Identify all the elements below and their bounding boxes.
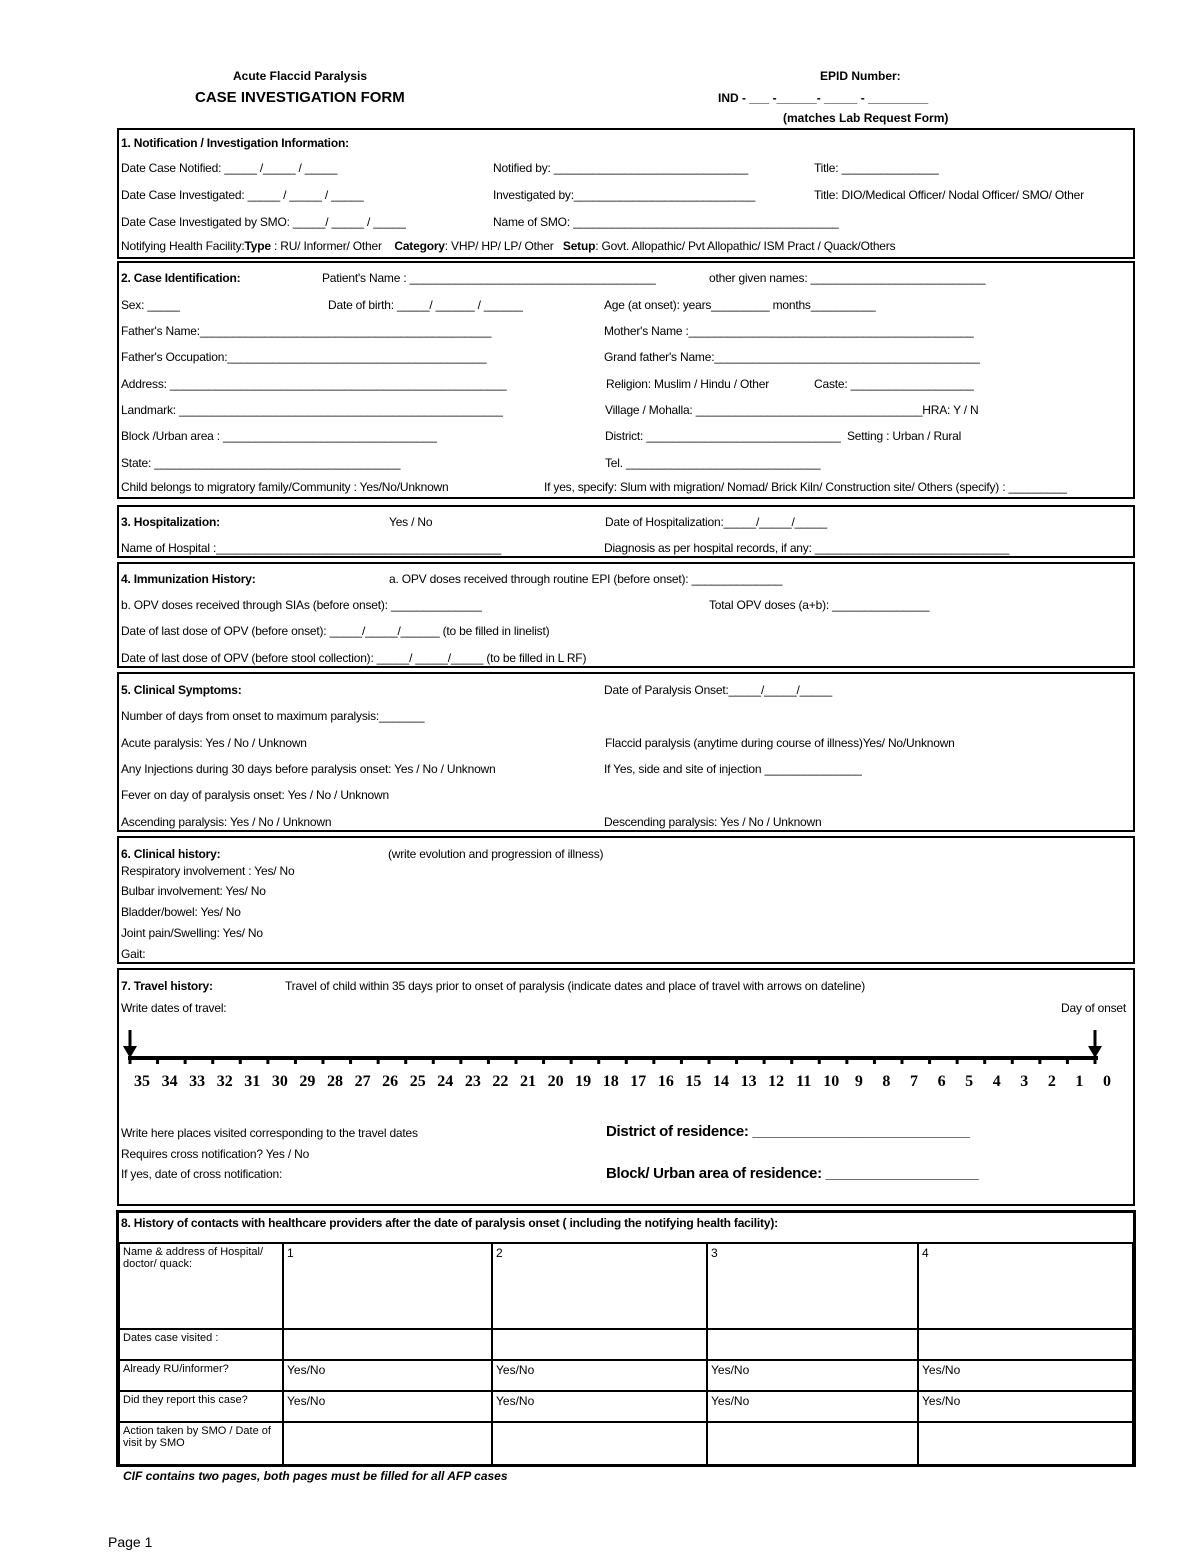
col-4-header[interactable]: 4 — [918, 1243, 1133, 1329]
travel-dateline[interactable] — [118, 1018, 1134, 1098]
page-number: Page 1 — [108, 1534, 153, 1550]
dates-cell-3[interactable] — [707, 1329, 918, 1360]
dateline-day-label: 3 — [1020, 1073, 1029, 1090]
epid-label: EPID Number: — [820, 69, 901, 83]
form-title: CASE INVESTIGATION FORM — [195, 89, 405, 106]
dateline-day-label: 33 — [189, 1073, 206, 1090]
col-2-header[interactable]: 2 — [492, 1243, 707, 1329]
dates-cell-4[interactable] — [918, 1329, 1133, 1360]
health-facility-label: Notifying Health Facility: — [121, 239, 245, 253]
age-field[interactable]: Age (at onset): years_________ months__________ — [604, 298, 876, 312]
days-to-max-paralysis-field[interactable]: Number of days from onset to maximum paralysis:_______ — [121, 709, 425, 723]
category-label: Category — [394, 239, 445, 253]
section-8-heading: 8. History of contacts with healthcare providers after the date of paralysis onset ( including the notifying health facility): — [121, 1216, 778, 1230]
dateline-day-label: 13 — [740, 1073, 757, 1090]
injections-options[interactable]: Any Injections during 30 days before paralysis onset: Yes / No / Unknown — [121, 762, 496, 776]
dateline-day-label: 23 — [464, 1073, 481, 1090]
section-5-heading: 5. Clinical Symptoms: — [121, 683, 242, 697]
dateline-day-label: 5 — [965, 1073, 974, 1090]
ru-cell-3[interactable]: Yes/No — [707, 1360, 918, 1391]
dateline-day-label: 7 — [910, 1073, 918, 1090]
religion-options[interactable]: Religion: Muslim / Hindu / Other — [606, 377, 769, 391]
paralysis-onset-date-field[interactable]: Date of Paralysis Onset:_____/_____/_____ — [604, 683, 832, 697]
dateline-day-label: 20 — [547, 1073, 564, 1090]
district-of-residence-field[interactable]: District of residence: ___________________________ — [606, 1123, 970, 1140]
table-row — [119, 1243, 1133, 1329]
section-7-heading: 7. Travel history: — [121, 979, 213, 993]
landmark-field[interactable]: Landmark: __________________________________________________ — [121, 403, 503, 417]
dateline-day-label: 30 — [271, 1073, 288, 1090]
setup-label: Setup — [562, 239, 596, 253]
dob-field[interactable]: Date of birth: _____/ ______ / ______ — [328, 298, 523, 312]
ascending-paralysis-options[interactable]: Ascending paralysis: Yes / No / Unknown — [121, 815, 332, 829]
district-field[interactable]: District: ______________________________ — [605, 429, 841, 443]
tel-field[interactable]: Tel. ______________________________ — [605, 456, 821, 470]
date-investigated-smo-field[interactable]: Date Case Investigated by SMO: _____/ _____ / _____ — [121, 215, 406, 229]
village-field[interactable]: Village / Mohalla: ___________________________________HRA: Y / N — [605, 403, 979, 417]
hospitalization-yesno[interactable]: Yes / No — [389, 515, 433, 529]
opv-sia-field[interactable]: b. OPV doses received through SIAs (before onset): ______________ — [121, 598, 482, 612]
dateline-day-label: 28 — [327, 1073, 343, 1090]
places-visited-label: Write here places visited corresponding to the travel dates — [121, 1126, 418, 1140]
date-case-investigated-field[interactable]: Date Case Investigated: _____ / _____ / _____ — [121, 188, 364, 202]
report-cell-2[interactable]: Yes/No — [492, 1391, 707, 1422]
address-field[interactable]: Address: ____________________________________________________ — [121, 377, 507, 391]
dateline-day-label: 4 — [992, 1073, 1001, 1090]
epid-note: (matches Lab Request Form) — [783, 111, 949, 125]
footer-note: CIF contains two pages, both pages must be filled for all AFP cases — [123, 1469, 508, 1483]
section-3-heading: 3. Hospitalization: — [121, 515, 220, 529]
report-cell-1[interactable]: Yes/No — [283, 1391, 492, 1422]
dateline-day-label: 11 — [796, 1073, 812, 1090]
right-arrow-icon — [1088, 1030, 1102, 1058]
hospitalization-date-field[interactable]: Date of Hospitalization:_____/_____/_____ — [605, 515, 827, 529]
other-names-field[interactable]: other given names: ___________________________ — [709, 271, 986, 285]
report-cell-3[interactable]: Yes/No — [707, 1391, 918, 1422]
hospital-name-field[interactable]: Name of Hospital :____________________________________________ — [121, 541, 501, 555]
clinical-history-note: (write evolution and progression of illness) — [388, 847, 604, 861]
ru-cell-2[interactable]: Yes/No — [492, 1360, 707, 1391]
dateline-day-label: 10 — [823, 1073, 840, 1090]
section-6-heading: 6. Clinical history: — [121, 847, 221, 861]
dateline-day-label: 19 — [575, 1073, 592, 1090]
last-opv-onset-field[interactable]: Date of last dose of OPV (before onset): _____/_____/______ (to be filled in linelist) — [121, 624, 550, 638]
investigated-by-field[interactable]: Investigated by:____________________________ — [493, 188, 756, 202]
father-name-field[interactable]: Father's Name:_____________________________________________ — [121, 324, 492, 338]
gait-field[interactable]: Gait: — [121, 947, 146, 961]
setting-options[interactable]: Setting : Urban / Rural — [847, 429, 962, 443]
col-3-header[interactable]: 3 — [707, 1243, 918, 1329]
report-cell-4[interactable]: Yes/No — [918, 1391, 1133, 1422]
dateline-day-label: 2 — [1047, 1073, 1056, 1090]
father-occupation-field[interactable]: Father's Occupation:________________________________________ — [121, 350, 487, 364]
fever-options[interactable]: Fever on day of paralysis onset: Yes / No / Unknown — [121, 788, 389, 802]
ru-cell-1[interactable]: Yes/No — [283, 1360, 492, 1391]
contacts-table — [118, 1242, 1134, 1467]
setup-options[interactable]: : Govt. Allopathic/ Pvt Allopathic/ ISM Pract / Quack/Others — [595, 239, 896, 253]
dateline-day-label: 9 — [854, 1073, 863, 1090]
last-opv-stool-field[interactable]: Date of last dose of OPV (before stool collection): _____/ _____/_____ (to be filled in L RF) — [121, 651, 587, 665]
action-cell-3[interactable] — [707, 1422, 918, 1466]
dateline-day-label: 12 — [768, 1073, 785, 1090]
type-label: Type — [244, 239, 271, 253]
epid-number-field[interactable]: IND - ___ -______- _____ - _________ — [718, 91, 929, 105]
cross-notification-date-field[interactable]: If yes, date of cross notification: — [121, 1167, 283, 1181]
bladder-bowel-options[interactable]: Bladder/bowel: Yes/ No — [121, 905, 241, 919]
row-label-ru: Already RU/informer? — [119, 1360, 283, 1391]
patient-name-field[interactable]: Patient's Name : ______________________________________ — [322, 271, 656, 285]
row-label-name: Name & address of Hospital/ doctor/ quack: — [119, 1243, 283, 1329]
cross-notification-options[interactable]: Requires cross notification? Yes / No — [121, 1147, 310, 1161]
injection-site-field[interactable]: If Yes, side and site of injection _______________ — [604, 762, 862, 776]
ru-cell-4[interactable]: Yes/No — [918, 1360, 1133, 1391]
dateline-day-label: 27 — [354, 1073, 371, 1090]
dateline-day-label: 15 — [685, 1073, 702, 1090]
block-urban-field[interactable]: Block /Urban area : _________________________________ — [121, 429, 437, 443]
mother-name-field[interactable]: Mother's Name :____________________________________________ — [604, 324, 974, 338]
dateline-day-label: 21 — [520, 1073, 536, 1090]
dateline-day-label: 25 — [409, 1073, 426, 1090]
notifier-title-field[interactable]: Title: _______________ — [814, 161, 939, 175]
dateline-day-label: 1 — [1075, 1073, 1084, 1090]
flaccid-paralysis-options[interactable]: Flaccid paralysis (anytime during course of illness)Yes/ No/Unknown — [605, 736, 955, 750]
dateline-day-label: 35 — [134, 1073, 150, 1090]
investigator-title-field[interactable]: Title: DIO/Medical Officer/ Nodal Officer/ SMO/ Other — [814, 188, 1084, 202]
dateline-day-label: 34 — [161, 1073, 178, 1090]
section-4-heading: 4. Immunization History: — [121, 572, 256, 586]
section-1-heading: 1. Notification / Investigation Information: — [121, 136, 349, 150]
write-dates-label: Write dates of travel: — [121, 1001, 227, 1015]
dateline-day-label: 29 — [299, 1073, 316, 1090]
migratory-family-options[interactable]: Child belongs to migratory family/Community : Yes/No/Unknown — [121, 480, 449, 494]
section-clinical-history — [117, 836, 1135, 964]
block-of-residence-field[interactable]: Block/ Urban area of residence: ___________________ — [606, 1165, 979, 1182]
migratory-specify-field[interactable]: If yes, specify: Slum with migration/ Nomad/ Brick Kiln/ Construction site/ Others (specify) : _________ — [544, 480, 1067, 494]
dateline-day-label: 31 — [244, 1073, 261, 1090]
category-options[interactable]: : VHP/ HP/ LP/ Other — [444, 239, 554, 253]
action-cell-1[interactable] — [283, 1422, 492, 1466]
dateline-day-label: 8 — [882, 1073, 891, 1090]
grandfather-name-field[interactable]: Grand father's Name:_________________________________________ — [604, 350, 980, 364]
dates-cell-2[interactable] — [492, 1329, 707, 1360]
table-row — [119, 1422, 1133, 1466]
row-label-dates: Dates case visited : — [119, 1329, 283, 1360]
smo-name-field[interactable]: Name of SMO: _________________________________________ — [493, 215, 839, 229]
dateline-day-label: 6 — [937, 1073, 946, 1090]
date-case-notified-field[interactable]: Date Case Notified: _____ /_____ / _____ — [121, 161, 338, 175]
dateline-day-label: 18 — [602, 1073, 619, 1090]
acute-paralysis-options[interactable]: Acute paralysis: Yes / No / Unknown — [121, 736, 307, 750]
form-subtitle: Acute Flaccid Paralysis — [233, 69, 368, 83]
sex-field[interactable]: Sex: _____ — [121, 298, 180, 312]
table-row — [119, 1391, 1133, 1422]
table-row — [119, 1360, 1133, 1391]
health-facility-line[interactable] — [121, 239, 895, 253]
table-row — [119, 1329, 1133, 1360]
section-2-heading: 2. Case Identification: — [121, 271, 241, 285]
row-label-report: Did they report this case? — [119, 1391, 283, 1422]
diagnosis-field[interactable]: Diagnosis as per hospital records, if any: ______________________________ — [604, 541, 1010, 555]
day-of-onset-label: Day of onset — [1061, 1001, 1126, 1015]
dateline-day-label: 16 — [657, 1073, 674, 1090]
dateline-day-label: 14 — [713, 1073, 729, 1090]
dateline-day-label: 17 — [630, 1073, 647, 1090]
col-1-header[interactable]: 1 — [283, 1243, 492, 1329]
action-cell-4[interactable] — [918, 1422, 1133, 1466]
dateline-day-label: 24 — [437, 1073, 454, 1090]
left-arrow-icon — [123, 1030, 137, 1058]
travel-description: Travel of child within 35 days prior to onset of paralysis (indicate dates and place of travel with arrows on dateline) — [285, 979, 866, 993]
bulbar-options[interactable]: Bulbar involvement: Yes/ No — [121, 884, 266, 898]
dates-cell-1[interactable] — [283, 1329, 492, 1360]
descending-paralysis-options[interactable]: Descending paralysis: Yes / No / Unknown — [604, 815, 822, 829]
caste-field[interactable]: Caste: ___________________ — [814, 377, 974, 391]
opv-routine-field[interactable]: a. OPV doses received through routine EPI (before onset): ______________ — [389, 572, 783, 586]
joint-pain-options[interactable]: Joint pain/Swelling: Yes/ No — [121, 926, 263, 940]
dateline-day-label: 22 — [492, 1073, 509, 1090]
type-options[interactable]: : RU/ Informer/ Other — [270, 239, 382, 253]
action-cell-2[interactable] — [492, 1422, 707, 1466]
respiratory-options[interactable]: Respiratory involvement : Yes/ No — [121, 864, 295, 878]
state-field[interactable]: State: ______________________________________ — [121, 456, 401, 470]
dateline-day-label: 26 — [382, 1073, 399, 1090]
opv-total-field[interactable]: Total OPV doses (a+b): _______________ — [709, 598, 930, 612]
notified-by-field[interactable]: Notified by: ______________________________ — [493, 161, 748, 175]
dateline-day-label: 32 — [216, 1073, 233, 1090]
row-label-action: Action taken by SMO / Date of visit by SMO — [119, 1422, 283, 1466]
dateline-day-label: 0 — [1103, 1073, 1111, 1090]
